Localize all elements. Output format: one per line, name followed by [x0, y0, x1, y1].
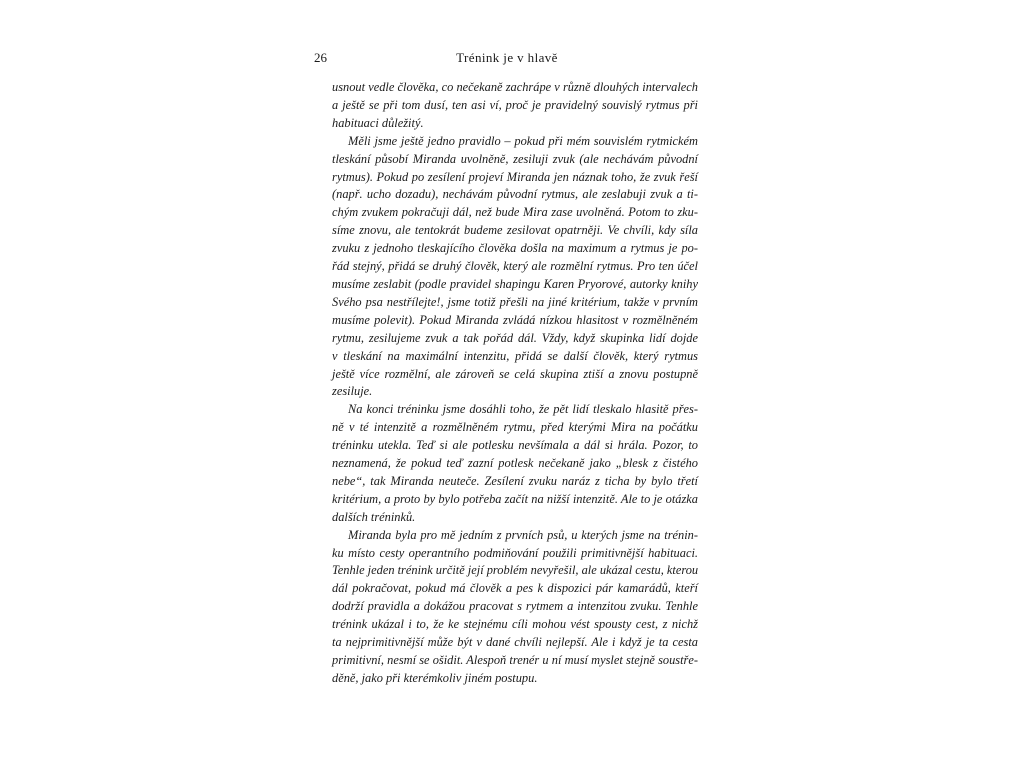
text-line: síme znovu, ale tentokrát budeme zesilovat opatrněji. Ve chvíli, kdy síla: [332, 223, 698, 238]
page-number: 26: [314, 50, 327, 65]
text-line: neznamená, že pokud teď zazní potlesk nečekaně jako „blesk z čistého: [332, 456, 698, 471]
text-line: Svého psa nestřílejte!, jsme totiž přešli na jiné kritérium, takže v prvním: [332, 294, 698, 309]
text-line: řád stejný, přidá se druhý člověk, který ale rozmělní rytmus. Pro ten účel: [332, 259, 698, 274]
text-line: rytmu, zesilujeme zvuk a tak pořád dál. Vždy, když skupinka lidí dojde: [332, 330, 698, 345]
text-line: Tenhle jeden trénink určitě její problém nevyřešil, ale ukázal cestu, kterou: [332, 563, 699, 578]
text-line: a ještě se při tom dusí, ten asi ví, proč je pravidelný souvislý rytmus při: [332, 97, 698, 112]
text-line: kritérium, a proto by bylo potřeba začít na nižší intenzitě. Ale to je otázka: [332, 491, 698, 506]
text-line: ta nejprimitivnější může být v dané chvíli nejlepší. Ale i když je ta cesta: [332, 635, 698, 650]
text-line: dál pokračovat, pokud má člověk a pes k dispozici pár kamarádů, kteří: [332, 581, 698, 596]
text-line: ku místo cesty operantního podmiňování použili primitivnější habituaci.: [332, 545, 698, 560]
text-line: primitivní, nesmí se ošidit. Alespoň trenér u ní musí myslet stejně soustře-: [332, 653, 698, 667]
text-line: dalších tréninků.: [332, 509, 416, 524]
text-line: zesiluje.: [332, 384, 373, 399]
text-line: v tleskání na maximální intenzitu, přidá se další člověk, který rytmus: [332, 348, 698, 363]
text-line: musíme polevit). Pokud Miranda zvládá nízkou hlasitost v rozmělněném: [332, 312, 698, 327]
text-line: ně v té intenzitě a rozmělněném rytmu, před kterými Mira na počátku: [332, 420, 698, 435]
text-line: zvuku z jednoho tleskajícího člověka došla na maximum a rytmus je po-: [332, 241, 698, 256]
text-line: rytmus). Pokud po zesílení projeví Miranda jen náznak toho, že zvuk řeší: [332, 169, 698, 184]
text-line: (např. ucho dozadu), nechávám původní rytmus, ale zeslabuji zvuk a ti-: [332, 187, 698, 202]
text-line: tleskání působí Miranda uvolněně, zesiluji zvuk (ale nechávám původní: [332, 151, 698, 166]
text-line: habituaci důležitý.: [332, 115, 424, 130]
text-line: tréninku utekla. Teď si ale potlesku nevšímala a dál si hrála. Pozor, to: [332, 438, 698, 453]
text-line: Miranda byla pro mě jedním z prvních psů, u kterých jsme na trénin-: [348, 527, 698, 542]
body-text: [332, 79, 698, 688]
text-line: děně, jako při kterémkoliv jiném postupu.: [332, 670, 538, 685]
text-line: ještě více rozmělní, ale zároveň se celá skupina ztiší a znovu postupně: [332, 366, 698, 381]
text-line: musíme zeslabit (podle pravidel shapingu Karen Pryorové, autorky knihy: [332, 276, 698, 291]
text-line: trénink ukázal i to, že ke stejnému cíli mohou vést spousty cest, z nichž: [332, 617, 698, 632]
running-title: Trénink je v hlavě: [456, 50, 558, 65]
text-line: nebe“, tak Miranda neuteče. Zesílení zvuku naráz z ticha by bylo třetí: [332, 473, 698, 488]
page-header: [314, 49, 700, 67]
text-line: dodrží pravidla a dokážou pracovat s rytmem a intenzitou zvuku. Tenhle: [332, 599, 698, 614]
text-line: Měli jsme ještě jedno pravidlo – pokud při mém souvislém rytmickém: [348, 133, 698, 148]
text-line: chým zvukem pokračuji dál, než bude Mira zase uvolněná. Potom to zku-: [332, 205, 698, 220]
text-line: usnout vedle člověka, co nečekaně zachrápe v různě dlouhých intervalech: [332, 80, 698, 94]
text-line: Na konci tréninku jsme dosáhli toho, že pět lidí tleskalo hlasitě přes-: [348, 402, 698, 417]
